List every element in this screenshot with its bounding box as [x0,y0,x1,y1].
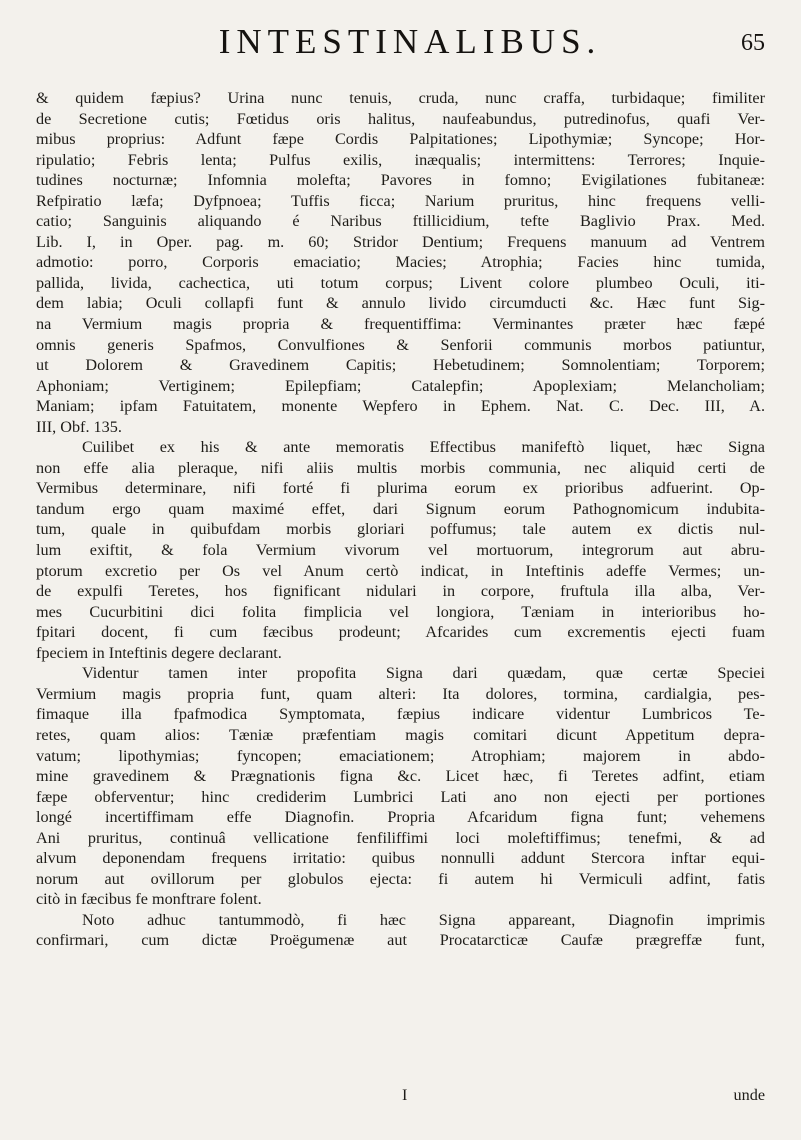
text-line: alvum deponendam frequens irritatio: quibus nonnulli addunt Stercora inftar equi- [36,849,765,868]
text-line: Refpiratio læfa; Dyfpnoea; Tuffis ficca; Narium pruritus, hinc frequens velli- [36,191,765,210]
text-line: na Vermium magis propria & frequentiffima: Verminantes præter hæc fæpé [36,315,765,334]
text-line: catio; Sanguinis aliquando é Naribus ftillicidium, tefte Baglivio Prax. Med. [36,212,765,231]
text-line: tum, quale in quibufdam morbis gloriari poffumus; tale autem ex dictis nul- [36,520,765,539]
text-line: Vermium magis propria funt, quam alteri: Ita dolores, tormina, cardialgia, pes- [36,684,765,703]
text-line: ptorum excretio per Os vel Anum certò indicat, in Inteftinis adeffe Vermes; un- [36,561,765,580]
text-line: de expulfi Teretes, hos fignificant nidulari in corpore, fruftula illa alba, Ver- [36,582,765,601]
text-line: Vermibus determinare, nifi forté fi plurima eorum ex prioribus adfuerint. Op- [36,479,765,498]
text-line: non effe alia pleraque, nifi aliis multis morbis communia, nec aliquid certi de [36,458,765,477]
text-line: tandum ergo quam maximé effet, dari Signum eorum Pathognomicum indubita- [36,499,765,518]
text-line: Ani pruritus, continuâ vellicatione fenfiliffimi loci moleftiffimus; tenefmi, & ad [36,828,765,847]
page-footer [36,1086,765,1108]
text-line: ut Dolorem & Gravedinem Capitis; Hebetudinem; Somnolentiam; Torporem; [36,356,765,375]
text-line: lum exiftit, & fola Vermium vivorum vel mortuorum, integrorum aut abru- [36,541,765,560]
text-line: fpeciem in Inteftinis degere declarant. [36,643,282,662]
text-line: admotio: porro, Corporis emaciatio; Macies; Atrophia; Facies hinc tumida, [36,253,765,272]
text-line: de Secretione cutis; Fœtidus oris halitus, naufeabundus, putredinofus, quafi Ver- [36,109,765,128]
text-line: dem labia; Oculi collapfi funt & annulo livido circumducti &c. Hæc funt Sig- [36,294,765,313]
text-line: longé incertiffimam effe Diagnofin. Propria Afcaridum figna funt; vehemens [36,808,765,827]
text-line: Aphoniam; Vertiginem; Epilepfiam; Catalepfin; Apoplexiam; Melancholiam; [36,376,765,395]
paragraph-start: Videntur tamen inter propofita Signa dari quædam, quæ certæ Speciei [82,664,765,683]
text-line: confirmari, cum dictæ Proëgumenæ aut Procatarcticæ Caufæ prægreffæ funt, [36,931,765,950]
text-line: pallida, livida, cachectica, uti totum corpus; Livent colore plumbeo Oculi, iti- [36,273,765,292]
body-text [36,88,765,951]
text-line: mes Cucurbitini dici folita fimplicia vel longiora, Tæniam in interioribus ho- [36,602,765,621]
text-line: mine gravedinem & Prægnationis figna &c. Licet hæc, fi Teretes adfint, etiam [36,767,765,786]
text-line: omnis generis Spafmos, Convulfiones & Senforii communis morbos patiuntur, [36,335,765,354]
text-line: fimaque illa fpafmodica Symptomata, fæpius indicare videntur Lumbricos Te- [36,705,765,724]
text-line: Lib. I, in Oper. pag. m. 60; Stridor Dentium; Frequens manuum ad Ventrem [36,232,765,251]
text-line: tudines nocturnæ; Infomnia molefta; Pavores in fomno; Evigilationes fubitaneæ: [36,171,765,190]
text-line: norum aut ovillorum per globulos ejecta: fi autem hi Vermiculi adfint, fatis [36,869,765,888]
running-title: INTESTINALIBUS. [218,22,602,61]
text-line: ripulatio; Febris lenta; Pulfus exilis, inæqualis; intermittens: Terrores; Inquie- [36,150,765,169]
paragraph-start: Noto adhuc tantummodò, fi hæc Signa appareant, Diagnofin imprimis [82,910,765,929]
text-line: & quidem fæpius? Urina nunc tenuis, cruda, nunc craffa, turbidaque; fimiliter [36,89,765,107]
text-line: fæpe obferventur; hinc crediderim Lumbrici Lati ano non ejecti per portiones [36,787,765,806]
text-line: vatum; lipothymias; fyncopen; emaciationem; Atrophiam; majorem in abdo- [36,746,765,765]
catchword: unde [733,1086,765,1104]
paragraph-start: Cuilibet ex his & ante memoratis Effectibus manifeftò liquet, hæc Signa [82,438,765,457]
text-line: citò in fæcibus fe monftrare folent. [36,890,262,909]
signature-mark: I [402,1086,408,1104]
text-line: III, Obf. 135. [36,417,122,436]
text-line: Maniam; ipfam Fatuitatem, monente Wepfero in Ephem. Nat. C. Dec. III, A. [36,397,765,416]
page-number: 65 [741,30,765,56]
text-line: fpitari docent, fi cum fæcibus prodeunt; Afcarides cum excrementis ejecti fuam [36,623,765,642]
text-line: mibus proprius: Adfunt fæpe Cordis Palpitationes; Lipothymiæ; Syncope; Hor- [36,130,765,149]
text-line: retes, quam alios: Tæniæ præfentiam magis comitari dicunt Appetitum depra- [36,725,765,744]
